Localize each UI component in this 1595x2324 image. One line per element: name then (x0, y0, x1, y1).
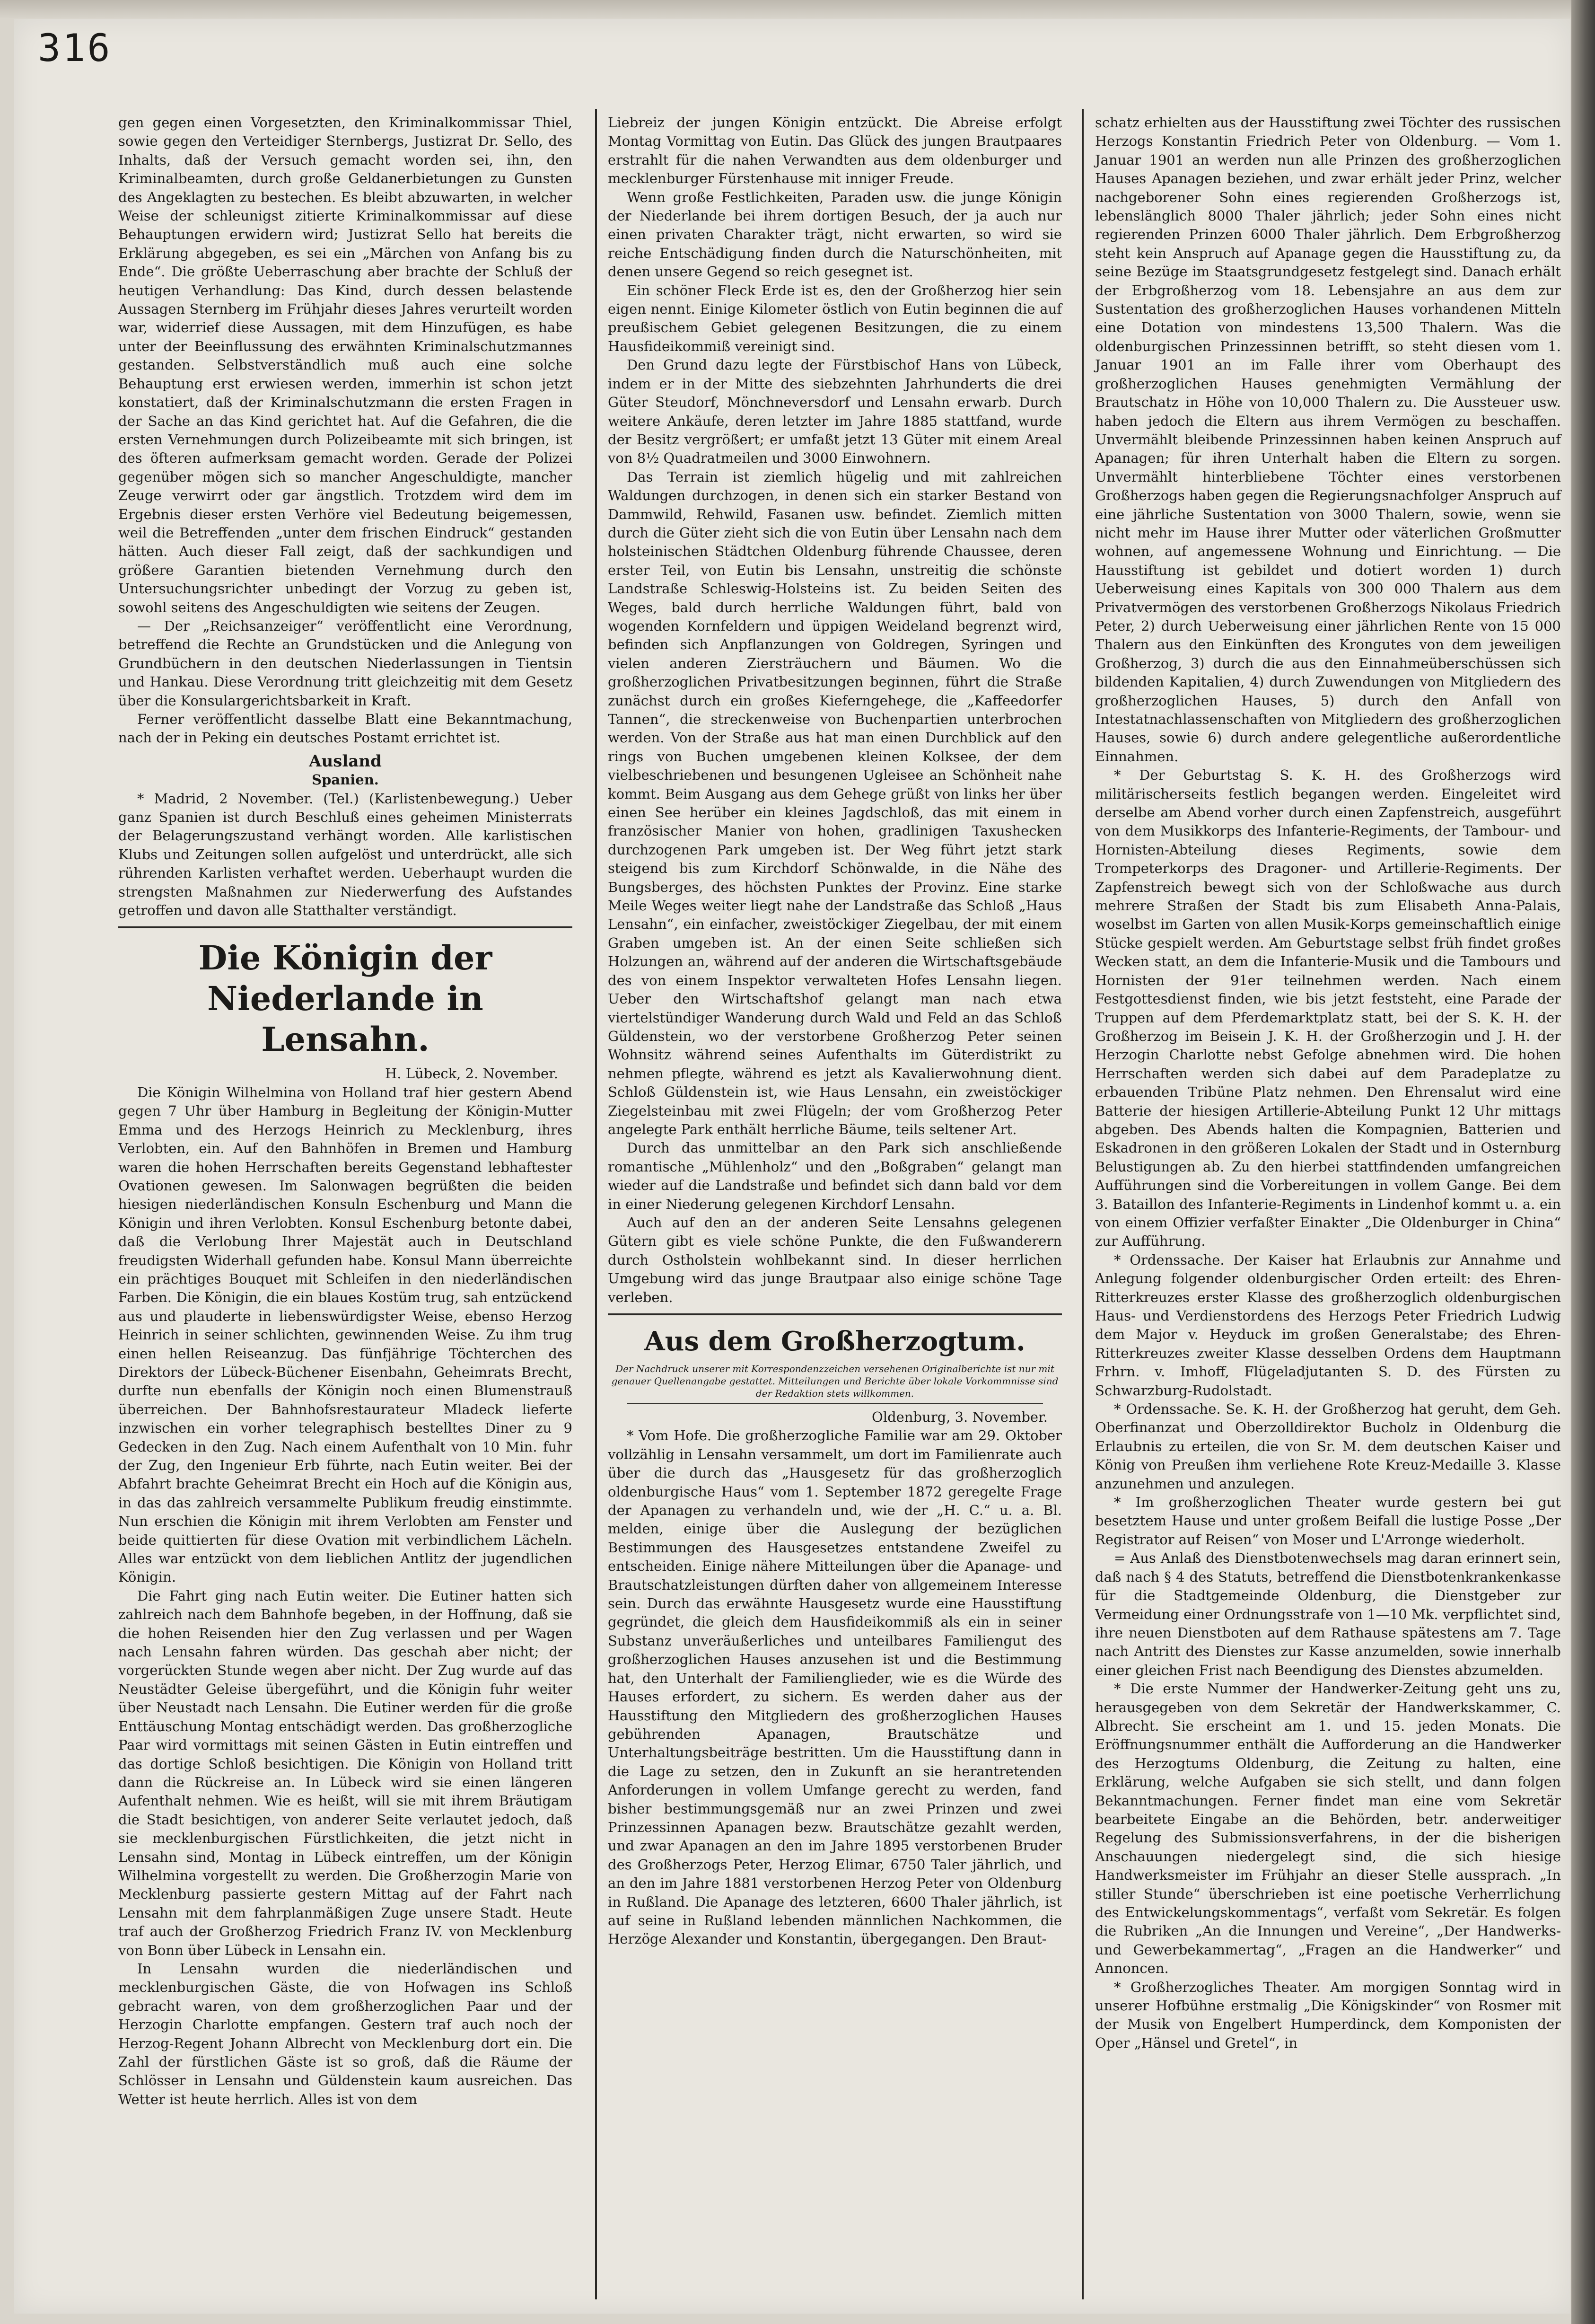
paragraph: In Lensahn wurden die niederländischen und mecklenburgischen Gäste, die von Hofwagen ins Schloß gebracht waren, von dem großherzoglichen Paar und der Herzogin Charlotte empfangen. Gestern traf auch noch der Herzog-Regent Johann Albrecht von Mecklenburg dort ein. Die Zahl der fürstlichen Gäste ist so groß, daß die Räume der Schlösser in Lensahn und Güldenstein kaum ausreichen. Das Wetter ist heute herrlich. Alles ist von dem (118, 1960, 572, 2107)
paragraph: gen gegen einen Vorgesetzten, den Kriminalkommissar Thiel, sowie gegen den Verteidiger Sternbergs, Justizrat Dr. Sello, des Inhalts, daß der Versuch gemacht worden sei, ihn, den Kriminalbeamten, durch große Geldanerbietungen zu Gunsten des Angeklagten zu bestechen. Es bleibt abzuwarten, in welcher Weise der schleunigst zitierte Kriminalkommissar auf diese Behauptungen erwidern wird; Justizrat Sello hat bereits die Erklärung abgegeben, es sei ein „Märchen von Anfang bis zu Ende“. Die größte Ueberraschung aber brachte der Schluß der heutigen Verhandlung: Das Kind, durch dessen belastende Aussagen Sternberg im Frühjahr dieses Jahres verurteilt worden war, widerrief diese Aussagen, mit dem Hinzufügen, es habe unter der Beeinflussung des erwähnten Kriminalschutzmannes gestanden. Selbstverständlich muß auch eine solche Behauptung erst erwiesen werden, immerhin ist schon jetzt konstatiert, daß der Kriminalschutzmann die ersten Fragen in der Sache an das Kind gerichtet hat. Auf die Gefahren, die die ersten Vernehmungen durch Polizeibeamte mit sich bringen, ist des öfteren aufmerksam gemacht worden. Gerade der Polizei gegenüber mögen sich so mancher Angeschuldigte, mancher Zeuge verwirrt oder gar ängstlich. Trotzdem wird dem im Ergebnis dieser ersten Verhöre viel Bedeutung beigemessen, weil die Betreffenden „unter dem frischen Eindruck“ gestanden hätten. Auch dieser Fall zeigt, daß der sachkundigen und größere Garantien bietenden Vernehmung durch den Untersuchungsrichter unbedingt der Vorzug zu geben ist, sowohl seitens des Angeschuldigten wie seitens der Zeugen. (118, 114, 572, 616)
divider (118, 926, 572, 928)
paragraph: * Madrid, 2 November. (Tel.) (Karlistenbewegung.) Ueber ganz Spanien ist durch Beschluß eines geheimen Ministerrats der Belagerungszustand verhängt worden. Alle karlistischen Klubs und Zeitungen sollen aufgelöst und unterdrückt, alle sich rührenden Karlisten verhaftet werden. Ueberhaupt wurden die strengsten Maßnahmen zur Niederwerfung des Aufstandes getroffen und davon alle Statthalter verständigt. (118, 790, 572, 919)
paragraph: * Ordenssache. Se. K. H. der Großherzog hat geruht, dem Geh. Oberfinanzat und Oberzolldirektor Bucholz in Oldenburg die Erlaubnis zu erteilen, die von Sr. M. dem deutschen Kaiser und König von Preußen ihm verliehene Rote Kreuz-Medaille 3. Klasse anzunehmen und anzulegen. (1095, 1401, 1561, 1492)
paragraph: * Im großherzoglichen Theater wurde gestern bei gut besetztem Hause und unter großem Beifall die lustige Posse „Der Registrator auf Reisen“ von Moser und L'Arronge wiederholt. (1095, 1494, 1561, 1548)
dateline: Oldenburg, 3. November. (872, 1409, 1048, 1425)
paragraph: — Der „Reichsanzeiger“ veröffentlicht eine Verordnung, betreffend die Rechte an Grundstücken und die Anlegung von Grundbüchern in den deutschen Niederlassungen in Tientsin und Hankau. Diese Verordnung tritt gleichzeitig mit dem Gesetz über die Konsulargerichtsbarkeit in Kraft. (118, 617, 572, 709)
paragraph: Auch auf den an der anderen Seite Lensahns gelegenen Gütern gibt es viele schöne Punkte, die den Fußwanderern durch Ostholstein wohlbekannt sind. In dieser herrlichen Umgebung wird das junge Brautpaar also einige schöne Tage verleben. (608, 1214, 1062, 1305)
paragraph: Ein schöner Fleck Erde ist es, den der Großherzog hier sein eigen nennt. Einige Kilometer östlich von Eutin beginnen die auf preußischem Gebiet gelegenen Besitzungen, die zu einem Hausfideikommiß vereinigt sind. (608, 282, 1062, 354)
paragraph: * Der Geburtstag S. K. H. des Großherzogs wird militärischerseits festlich begangen werden. Eingeleitet wird derselbe am Abend vorher durch einen Zapfenstreich, ausgeführt von dem Musikkorps des Infanterie-Regiments, der Tambour- und Hornisten-Abteilung dieses Regiments, sowie dem Trompeterkorps des Dragoner- und Artillerie-Regiments. Der Zapfenstreich bewegt sich von der Schloßwache aus durch mehrere Straßen der Stadt bis zum Elisabeth Anna-Palais, woselbst im Garten von allen Musik-Korps gemeinschaftlich einige Stücke gespielt werden. Am Geburtstage selbst früh findet großes Wecken statt, an dem die Infanterie-Musik und die Tambours und Hornisten der 91er teilnehmen werden. Nach einem Festgottesdienst finden, wie bis jetzt feststeht, eine Parade der Truppen auf dem Pferdemarktplatz statt, bei der S. K. H. der Großherzog im Beisein J. K. H. der Großherzogin und J. H. der Herzogin Charlotte nebst Gefolge abnehmen wird. Die hohen Herrschaften werden sich dabei auf dem Paradeplatze zu erbauenden Tribüne Platz nehmen. Den Ehrensalut wird eine Batterie der hiesigen Artillerie-Abteilung Punkt 12 Uhr mittags abgeben. Des Abends halten die Kompagnien, Batterien und Eskadronen in den größeren Lokalen der Stadt und in Osternburg Belustigungen ab. Zu den hierbei stattfindenden umfangreichen Aufführungen sind die Vorbereitungen in vollem Gange. Bei dem 3. Bataillon des Infanterie-Regiments in Lindenhof kommt u. a. ein von einem Offizier verfaßter Einakter „Die Oldenburger in China“ zur Aufführung. (1095, 767, 1561, 1250)
column-1 (118, 114, 572, 2109)
scan-edge-shadow (1571, 0, 1595, 2324)
page-number: 316 (38, 26, 112, 70)
divider (627, 1403, 1043, 1404)
paragraph: * Großherzogliches Theater. Am morgigen Sonntag wird in unserer Hofbühne erstmalig „Die Königskinder“ von Rosmer mit der Musik von Engelbert Humperdinck, dem Komponisten der Oper „Hänsel und Gretel“, in (1095, 1979, 1561, 2051)
column-rule (1082, 109, 1084, 2299)
paragraph: * Die erste Nummer der Handwerker-Zeitung geht uns zu, herausgegeben von dem Sekretär der Handwerkskammer, C. Albrecht. Sie erscheint am 1. und 15. jeden Monats. Die Eröffnungsnummer enthält die Aufforderung an die Handwerker des Herzogtums Oldenburg, die Zeitung zu halten, eine Erklärung, welche Aufgaben sie sich stellt, und dann folgen Bekanntmachungen. Ferner findet man eine vom Sekretär bearbeitete Eingabe an die Behörden, betr. anderweitiger Regelung des Submissionsverfahrens, in der die bisherigen Anschauungen niedergelegt sind, die sich hiesige Handwerksmeister im Frühjahr an dieser Stelle aussprach. „In stiller Stunde“ überschrieben ist eine poetische Verherrlichung des Entwickelungskommentags“, verfaßt vom Sekretär. Es folgen die Rubriken „An die Innungen und Vereine“, „Der Handwerks- und Gewerbekammertag“, „Fragen an die Handwerker“ und Annoncen. (1095, 1681, 1561, 1977)
paragraph: * Ordenssache. Der Kaiser hat Erlaubnis zur Annahme und Anlegung folgender oldenburgischer Orden erteilt: des Ehren-Ritterkreuzes erster Klasse des großherzoglich oldenburgischen Haus- und Verdienstordens des Herzogs Peter Friedrich Ludwig dem Major v. Heyduck im großen Generalstabe; des Ehren-Ritterkreuzes zweiter Klasse desselben Ordens dem Hauptmann Frhrn. v. Imhoff, Flügeladjutanten S. D. des Fürsten zu Schwarzburg-Rudolstadt. (1095, 1251, 1561, 1399)
paragraph: Das Terrain ist ziemlich hügelig und mit zahlreichen Waldungen durchzogen, in denen sich ein starker Bestand von Dammwild, Rehwild, Fasanen usw. befindet. Ziemlich mitten durch die Güter zieht sich die von Eutin über Lensahn nach dem holsteinischen Städtchen Oldenburg führende Chaussee, deren erster Teil, von Eutin bis Lensahn, unstreitig die schönste Landstraße Schleswig-Holsteins ist. Zu beiden Seiten des Weges, bald durch herrliche Waldungen führt, bald von wogenden Kornfeldern und üppigen Weideland begrenzt wird, befinden sich Anpflanzungen von Goldregen, Syringen und vielen anderen Ziersträuchern und Bäumen. Wo die großherzoglichen Privatbesitzungen beginnen, führt die Straße zunächst durch ein großes Kieferngehege, die „Kaffeedorfer Tannen“, die streckenweise von Buchenpartien unterbrochen werden. Von der Straße aus hat man einen Durchblick auf den rings von Buchen umgebenen kleinen Kolksee, der dem vielbeschriebenen und besungenen Ugleisee an Schönheit nahe kommt. Beim Ausgang aus dem Gehege grüßt von links her über einen See herüber ein kleines Jagdschloß, das mit einem in französischer Manier von hohen, gradlinigen Taxushecken durchzogenen Park umgeben ist. Der Weg führt jetzt stark steigend bis zum Kirchdorf Schönwalde, in die Nähe des Bungsberges, des höchsten Punktes der Provinz. Eine starke Meile Weges weiter liegt nahe der Landstraße das Schloß „Haus Lensahn“, ein einfacher, zweistöckiger Ziegelbau, der mit einem Graben umgeben ist. An der einen Seite schließen sich Holzungen an, während auf der anderen die Wirtschaftsgebäude des von einem Inspektor verwalteten Hofes Lensahn liegen. Ueber den Wirtschaftshof gelangt man nach etwa viertelstündiger Wanderung durch Wald und Feld an das Schloß Güldenstein, wo der verstorbene Großherzog Peter seinen Wohnsitz während seines Aufenthalts im Güterdistrikt zu nehmen pflegte, während es jetzt als Kavalierwohnung dient. Schloß Güldenstein ist, wie Haus Lensahn, ein zweistöckiger Ziegelsteinbau mit zwei Flügeln; der vom Großherzog Peter angelegte Park enthält herrliche Bäume, teils seltener Art. (608, 468, 1062, 1137)
scan-top-bar (0, 0, 1595, 19)
paragraph: Ferner veröffentlicht dasselbe Blatt eine Bekanntmachung, nach der in Peking ein deutsches Postamt errichtet ist. (118, 711, 572, 746)
column-rule (595, 109, 597, 2299)
dateline: H. Lübeck, 2. November. (385, 1065, 558, 1082)
paragraph: = Aus Anlaß des Dienstbotenwechsels mag daran erinnert sein, daß nach § 4 des Statuts, betreffend die Dienstbotenkrankenkasse für die Stadtgemeinde Oldenburg, die Dienstgeber zur Vermeidung einer Ordnungsstrafe von 1—10 Mk. verpflichtet sind, ihre neuen Dienstboten auf dem Rathause spätestens am 7. Tage nach Antritt des Dienstes zur Kasse anzumelden, sowie innerhalb einer gleichen Frist nach Beendigung des Dienstes abzumelden. (1095, 1550, 1561, 1678)
paragraph: Die Königin Wilhelmina von Holland traf hier gestern Abend gegen 7 Uhr über Hamburg in Begleitung der Königin-Mutter Emma und des Herzogs Heinrich zu Mecklenburg, ihres Verlobten, ein. Auf den Bahnhöfen in Bremen und Hamburg waren die hohen Herrschaften bereits Gegenstand lebhaftester Ovationen gewesen. Im Salonwagen begrüßten die beiden hiesigen niederländischen Konsuln Eschenburg und Mann die Königin und ihren Verlobten. Konsul Eschenburg betonte dabei, daß die Verlobung Ihrer Majestät auch in Deutschland freudigsten Widerhall gefunden habe. Konsul Mann überreichte ein prächtiges Bouquet mit Schleifen in den niederländischen Farben. Die Königin, die ein blaues Kostüm trug, sah entzückend aus und plauderte in liebenswürdigster Weise, ebenso Herzog Heinrich in seiner schlichten, gewinnenden Weise. Zu ihm trug einen hellen Reiseanzug. Das fünfjährige Töchterchen des Direktors der Lübeck-Büchener Eisenbahn, Geheimrats Brecht, durfte nun ebenfalls der Königin noch einen Blumenstrauß überreichen. Der Bahnhofsrestaurateur Mladeck lieferte inzwischen ein vorher telegraphisch bestelltes Diner zu 9 Gedecken in den Zug. Nach einem Aufenthalt von 10 Min. fuhr der Zug, den Ingenieur Erb führte, nach Eutin weiter. Bei der Abfahrt brachte Geheimrat Brecht ein Hoch auf die Königin aus, in das das zahlreich versammelte Publikum freudig einstimmte. Nun erschien die Königin mit ihrem Verlobten am Fenster und beide quittierten für diese Ovation mit verbindlichem Lächeln. Alles war entzückt von dem lieblichen Antlitz der jugendlichen Königin. (118, 1084, 572, 1585)
paragraph: Durch das unmittelbar an den Park sich anschließende romantische „Mühlenholz“ und den „Boßgraben“ gelangt man wieder auf die Landstraße und befindet sich dann bald vor dem in einer Niederung gelegenen Kirchdorf Lensahn. (608, 1140, 1062, 1212)
article-headline: Die Königin der Niederlande in Lensahn. (198, 938, 492, 1059)
section-note: Der Nachdruck unserer mit Korrespondenzzeichen versehenen Originalberichte ist nur mit genauer Quellenangabe gestattet. Mitteilungen und Berichte über lokale Vorkommnisse sind der Redaktion stets willkommen. (611, 1363, 1059, 1399)
paragraph: Den Grund dazu legte der Fürstbischof Hans von Lübeck, indem er in der Mitte des siebzehnten Jahrhunderts die drei Güter Steudorf, Mönchneversdorf und Lensahn erwarb. Durch weitere Ankäufe, deren letzter im Jahre 1885 stattfand, wurde der Besitz vergrößert; er umfaßt jetzt 13 Güter mit einem Areal von 8½ Quadratmeilen und 3000 Einwohnern. (608, 357, 1062, 467)
section-heading: Ausland (309, 751, 382, 771)
paragraph: Liebreiz der jungen Königin entzückt. Die Abreise erfolgt Montag Vormittag von Eutin. Das Glück des jungen Brautpaares erstrahlt für die nahen Verwandten aus dem oldenburger und mecklenburger Fürstenhause mit inniger Freude. (608, 114, 1062, 187)
column-3 (1095, 114, 1561, 2052)
section-title: Aus dem Großherzogtum. (644, 1326, 1025, 1357)
subsection-heading: Spanien. (312, 772, 379, 788)
paragraph: schatz erhielten aus der Hausstiftung zwei Töchter des russischen Herzogs Konstantin Friedrich Peter von Oldenburg. — Vom 1. Januar 1901 an werden nun alle Prinzen des großherzoglichen Hauses Apanagen beziehen, und zwar erhält jeder Prinz, welcher nachgeborener Sohn eines regierenden Großherzogs ist, lebenslänglich 8000 Thaler jährlich; jeder Sohn eines nicht regierenden Prinzen 6000 Thaler jährlich. Dem Erbgroßherzog steht kein Anspruch auf Apanage gegen die Hausstiftung zu, da seine Bezüge im Staatsgrundgesetz festgelegt sind. Danach erhält der Erbgroßherzog vom 18. Lebensjahre an aus dem zur Sustentation des großherzoglichen Hauses vorhandenen Mitteln eine Dotation von mindestens 13,500 Thalern. Was die oldenburgischen Prinzessinnen betrifft, so steht diesen vom 1. Januar 1901 an im Falle ihrer vom Oberhaupt des großherzoglichen Hauses genehmigten Vermählung der Brautschatz in Höhe von 10,000 Thalern zu. Die Aussteuer usw. haben jedoch die Eltern aus ihrem Vermögen zu beschaffen. Unvermählt bleibende Prinzessinnen haben keinen Anspruch auf Apanagen; für ihren Unterhalt haben die Eltern zu sorgen. Unvermählt hinterbliebene Töchter eines verstorbenen Großherzogs haben gegen die Regierungsnachfolger Anspruch auf eine jährliche Sustentation von 3000 Thalern, sowie, wenn sie nicht mehr im Hause ihrer Mutter oder väterlichen Großmutter wohnen, auf angemessene Wohnung und Einrichtung. — Die Hausstiftung ist gebildet und dotiert worden 1) durch Ueberweisung eines Kapitals von 300 000 Thalern aus dem Privatvermögen des verstorbenen Großherzogs Nikolaus Friedrich Peter, 2) durch Ueberweisung einer jährlichen Rente von 15 000 Thalern aus den Einkünften des Krongutes von dem jeweiligen Großherzog, 3) durch die aus den Einnahmeüberschüssen sich bildenden Kapitalien, 4) durch Zuwendungen von Mitgliedern des großherzoglichen Hauses, 5) durch den Anfall von Intestatnachlassenschaften von Mitgliedern des großherzoglichen Hauses, sowie 6) durch andere gelegentliche außerordentliche Einnahmen. (1095, 114, 1561, 765)
paragraph: * Vom Hofe. Die großherzogliche Familie war am 29. Oktober vollzählig in Lensahn versammelt, um dort im Familienrate auch über die durch das „Hausgesetz für das großherzoglich oldenburgische Haus“ vom 1. September 1872 geregelte Frage der Apanagen zu verhandeln und, wie der „H. C.“ u. a. Bl. melden, einige über die Auslegung der bezüglichen Bestimmungen des Hausgesetzes entstandene Zweifel zu entscheiden. Einige nähere Mitteilungen über die Apanage- und Brautschatzleistungen dürften daher von allgemeinem Interesse sein. Durch das erwähnte Hausgesetz wurde eine Hausstiftung gegründet, die gleich dem Hausfideikommiß als ein in seiner Substanz unveräußerliches und unteilbares Familiengut des großherzoglichen Hauses anzusehen ist und die Bestimmung hat, den Unterhalt der Familienglieder, wie es die Würde des Hauses erfordert, zu sichern. Es werden daher aus der Hausstiftung den Mitgliedern des großherzoglichen Hauses gebührenden Apanagen, Brautschätze und Unterhaltungsbeiträge bestritten. Um die Hausstiftung dann in die Lage zu setzen, den in Zukunft an sie herantretenden Anforderungen in vollem Umfange gerecht zu werden, fand bisher bestimmungsgemäß nur an zwei Prinzen und zwei Prinzessinnen Apanagen bezw. Brautschätze gezahlt werden, und zwar Apanagen an den im Jahre 1895 verstorbenen Bruder des Großherzogs Peter, Herzog Elimar, 6750 Taler jährlich, und an den im Jahre 1881 verstorbenen Herzog Peter von Oldenburg in Rußland. Die Apanage des letzteren, 6600 Thaler jährlich, ist auf seine in Rußland lebenden männlichen Nachkommen, die Herzöge Alexander und Konstantin, übergegangen. Den Braut- (608, 1427, 1062, 1947)
divider (608, 1313, 1062, 1315)
column-2 (608, 114, 1062, 1949)
paragraph: Wenn große Festlichkeiten, Paraden usw. die junge Königin der Niederlande bei ihrem dortigen Besuch, der ja auch nur einen privaten Charakter trägt, nicht erwarten, so wird sie reiche Entschädigung finden durch die Naturschönheiten, mit denen unsere Gegend so reich gesegnet ist. (608, 189, 1062, 280)
paragraph: Die Fahrt ging nach Eutin weiter. Die Eutiner hatten sich zahlreich nach dem Bahnhofe begeben, in der Hoffnung, daß sie die hohen Reisenden hier den Zug verlassen und per Wagen nach Lensahn fahren würden. Das geschah aber nicht; der vorgerückten Stunde wegen aber nicht. Der Zug wurde auf das Neustädter Geleise übergeführt, und die Königin fuhr weiter über Neustadt nach Lensahn. Die Eutiner werden für die große Enttäuschung Montag entschädigt werden. Das großherzogliche Paar wird vormittags mit seinen Gästen in Eutin eintreffen und das dortige Schloß besichtigen. Die Königin von Holland tritt dann die Rückreise an. In Lübeck wird sie einen längeren Aufenthalt nehmen. Wie es heißt, will sie mit ihrem Bräutigam die Stadt besichtigen, von anderer Seite verlautet jedoch, daß sie mecklenburgischen Fürstlichkeiten, die jetzt nicht in Lensahn sind, Montag in Lübeck eintreffen, um der Königin Wilhelmina vorgestellt zu werden. Die Großherzogin Marie von Mecklenburg passierte gestern Mittag auf der Fahrt nach Lensahn mit dem fahrplanmäßigen Zuge unsere Stadt. Heute traf auch der Großherzog Friedrich Franz IV. von Mecklenburg von Bonn über Lübeck in Lensahn ein. (118, 1587, 572, 1958)
